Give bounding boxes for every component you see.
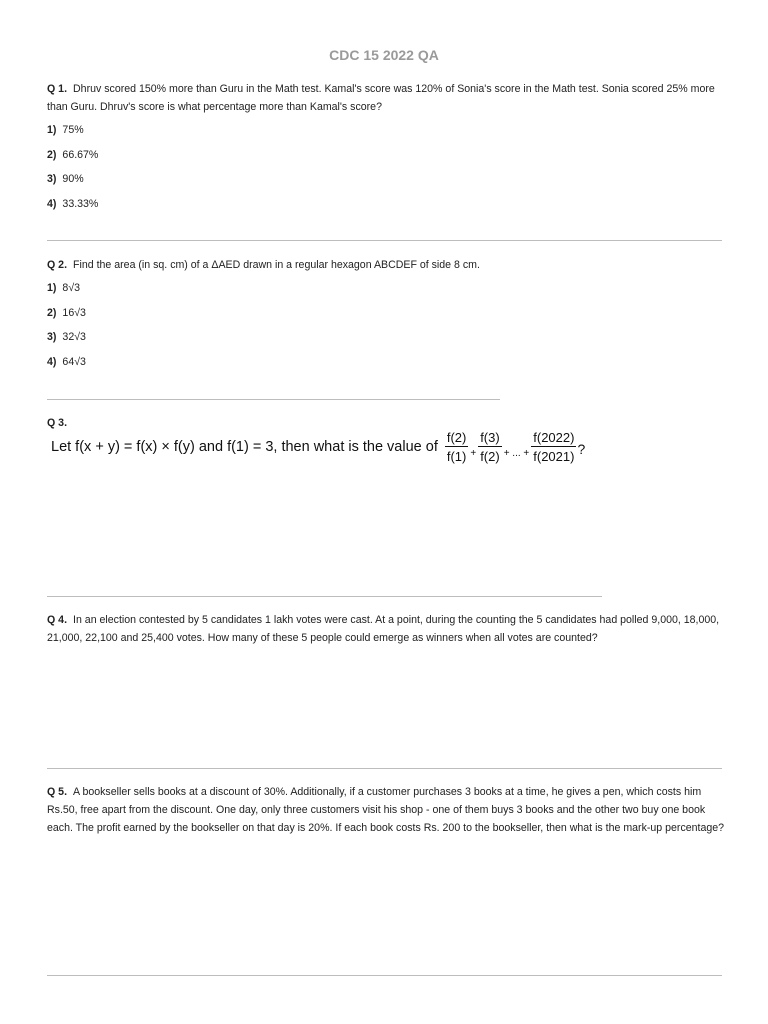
question-body: In an election contested by 5 candidates 1 lakh votes were cast. At a point, during the counting the 5 candidates had polled 9,000, 18,000, 21,000, 22,100 and 25,400 votes. How many of these 5 people could emerge as winners when all votes are counted? bbox=[47, 614, 720, 644]
option-text: 75% bbox=[62, 124, 84, 136]
option-text: 33.33% bbox=[62, 197, 99, 210]
options-list bbox=[47, 121, 725, 219]
question-number: Q 4. bbox=[47, 614, 68, 626]
question-body: Find the area (in sq. cm) of a ΔAED drawn in a regular hexagon ABCDEF of side 8 cm. bbox=[73, 259, 480, 271]
option[interactable] bbox=[47, 146, 725, 171]
question-body: A bookseller sells books at a discount of 30%. Additionally, if a customer purchases 3 books at a time, he gives a pen, which costs him Rs.50, free apart from the discount. One day, only three customers visit his shop - one of them buys 3 books and the other two buy one book each. The profit earned by the bookseller on that day is 20%. If each book costs Rs. 200 to the bookseller, then what is the mark-up percentage? bbox=[47, 786, 725, 834]
math-prefix: Let f(x + y) = f(x) × f(y) and f(1) = 3, then what is the value of bbox=[51, 439, 438, 455]
option-text: 64√3 bbox=[62, 355, 86, 368]
math-expression bbox=[51, 430, 585, 464]
denominator: f(2) bbox=[480, 449, 500, 464]
option-text: 66.67% bbox=[62, 148, 99, 161]
option-number: 3) bbox=[47, 331, 57, 343]
numerator: f(3) bbox=[480, 430, 500, 445]
question-number: Q 2. bbox=[47, 259, 68, 271]
option[interactable] bbox=[47, 304, 725, 329]
question-text bbox=[47, 611, 725, 647]
option[interactable] bbox=[47, 353, 725, 378]
denominator: f(1) bbox=[446, 449, 467, 464]
option-text: 32√3 bbox=[62, 331, 86, 343]
option-text: 16√3 bbox=[62, 306, 86, 319]
option-number: 2) bbox=[47, 306, 57, 319]
fraction bbox=[478, 430, 502, 464]
divider bbox=[47, 399, 500, 400]
option-number: 3) bbox=[47, 173, 57, 185]
option-number: 4) bbox=[47, 197, 57, 210]
option[interactable] bbox=[47, 279, 725, 304]
page-title: CDC 15 2022 QA bbox=[329, 47, 439, 63]
option[interactable] bbox=[47, 195, 725, 220]
question-number: Q 3. bbox=[47, 417, 68, 429]
option-number: 1) bbox=[47, 282, 57, 294]
option-number: 2) bbox=[47, 148, 57, 161]
question-1 bbox=[47, 80, 725, 219]
fraction bbox=[531, 430, 576, 464]
question-mark: ? bbox=[577, 441, 586, 457]
question-text bbox=[47, 783, 725, 837]
divider bbox=[47, 240, 722, 241]
ellipsis: + ... + bbox=[503, 447, 530, 459]
question-2 bbox=[47, 256, 725, 377]
question-text bbox=[47, 80, 725, 116]
option-text: 8√3 bbox=[62, 282, 81, 294]
divider bbox=[47, 768, 722, 769]
options-list bbox=[47, 279, 725, 377]
numerator: f(2022) bbox=[533, 430, 575, 445]
plus-sign: + bbox=[470, 447, 477, 459]
question-number: Q 5. bbox=[47, 786, 68, 798]
question-text bbox=[47, 256, 725, 274]
fraction bbox=[445, 430, 469, 464]
option[interactable] bbox=[47, 121, 725, 146]
question-body: Dhruv scored 150% more than Guru in the Math test. Kamal's score was 120% of Sonia's score in the Math test. Sonia scored 25% more than Guru. Dhruv's score is what percentage more than Kamal's score? bbox=[47, 83, 715, 113]
option-number: 1) bbox=[47, 124, 57, 136]
option-text: 90% bbox=[62, 173, 84, 185]
option[interactable] bbox=[47, 170, 725, 195]
question-5 bbox=[47, 783, 725, 837]
divider bbox=[47, 975, 722, 976]
option[interactable] bbox=[47, 328, 725, 353]
divider bbox=[47, 596, 602, 597]
question-4 bbox=[47, 611, 725, 647]
denominator: f(2021) bbox=[533, 449, 575, 464]
option-number: 4) bbox=[47, 355, 57, 368]
numerator: f(2) bbox=[446, 430, 467, 445]
question-number: Q 1. bbox=[47, 83, 68, 95]
